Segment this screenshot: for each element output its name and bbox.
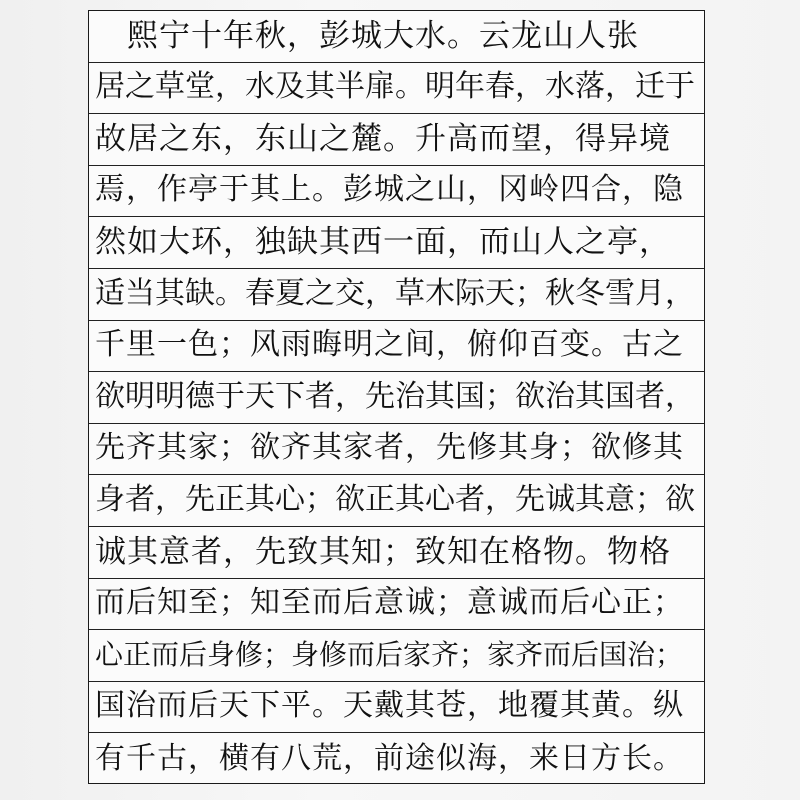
text-line-14 <box>89 682 704 734</box>
line-text: 然如大环，独缺其西一面，而山人之亭， <box>95 223 671 260</box>
line-text: 心正而后身修；身修而后家齐；家齐而后国治； <box>95 637 684 671</box>
line-text: 有千古，横有八荒，前途似海，来日方长。 <box>95 740 684 776</box>
line-text: 身者，先正其心；欲正其心者，先诚其意；欲 <box>95 481 695 517</box>
line-text: 居之草堂，水及其半扉。明年春，水落，迁于 <box>95 69 695 105</box>
line-text: 先齐其家；欲齐其家者，先修其身；欲修其 <box>95 430 684 466</box>
text-line-6 <box>89 269 704 321</box>
writing-grid-frame <box>88 10 705 784</box>
text-line-9 <box>89 424 704 476</box>
text-line-4 <box>89 166 704 218</box>
text-line-13 <box>89 630 704 682</box>
text-line-12 <box>89 579 704 631</box>
line-text: 熙宁十年秋，彭城大水。云龙山人张 <box>95 17 639 54</box>
text-line-7 <box>89 321 704 373</box>
text-line-15 <box>89 733 704 785</box>
line-text: 适当其缺。春夏之交，草木际天；秋冬雪月， <box>95 275 695 311</box>
text-line-3 <box>89 114 704 166</box>
text-line-8 <box>89 372 704 424</box>
line-text: 而后知至；知至而后意诚；意诚而后心正； <box>95 585 684 621</box>
text-line-11 <box>89 527 704 579</box>
line-text: 国治而后天下平。天戴其苍，地覆其黄。纵 <box>95 688 684 724</box>
line-text: 故居之东，东山之麓。升高而望，得异境 <box>95 120 671 157</box>
text-line-2 <box>89 63 704 115</box>
text-line-1 <box>89 11 704 63</box>
line-text: 欲明明德于天下者，先治其国；欲治其国者， <box>95 378 695 414</box>
line-text: 千里一色；风雨晦明之间，俯仰百变。古之 <box>95 327 684 363</box>
text-line-5 <box>89 217 704 269</box>
text-line-10 <box>89 475 704 527</box>
line-text: 诚其意者，先致其知；致知在格物。物格 <box>95 533 671 570</box>
line-text: 焉，作亭于其上。彭城之山，冈岭四合，隐 <box>95 172 684 208</box>
